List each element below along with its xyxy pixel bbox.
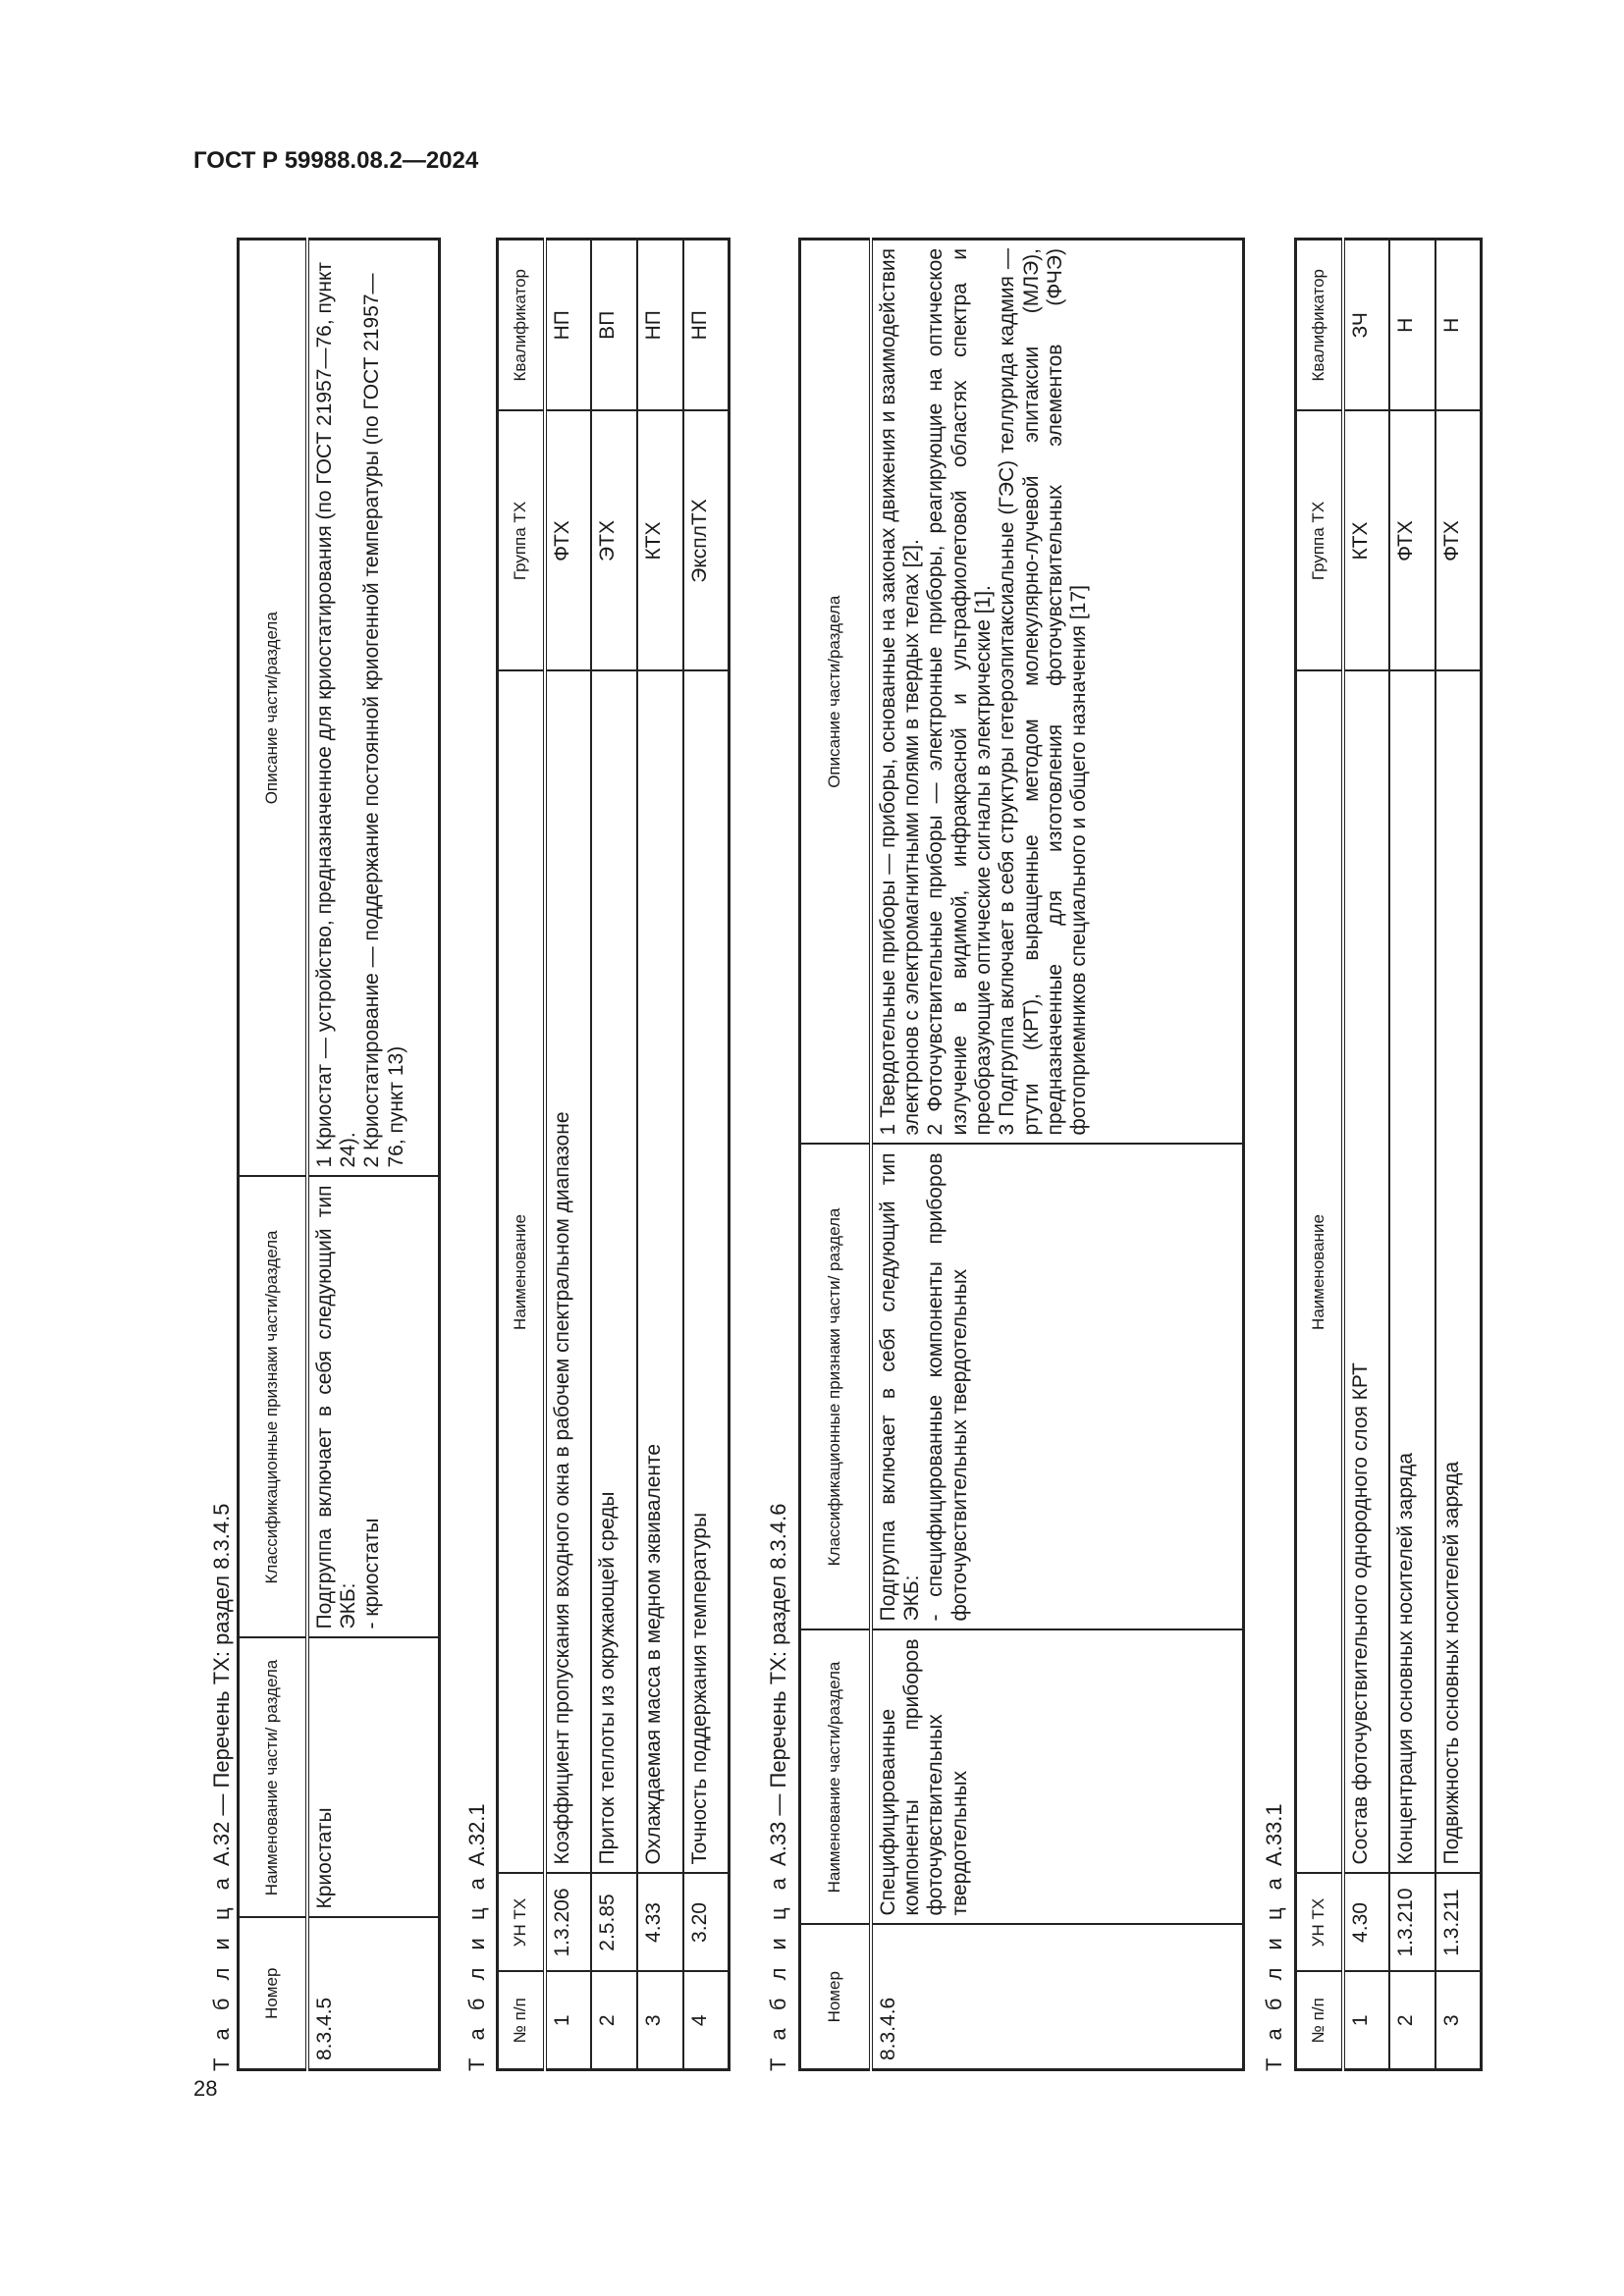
- table-a331: [1294, 238, 1483, 2071]
- un-cell: 4.30: [1343, 1874, 1389, 1972]
- header-cell: № п/п: [1296, 1972, 1343, 2070]
- header-cell: Группа ТХ: [1296, 411, 1343, 671]
- name-cell: Охлаждаемая масса в медном эквиваленте: [637, 671, 683, 1874]
- number-cell: 8.3.4.5: [307, 1918, 440, 2070]
- name-cell: Приток теплоты из окружающей среды: [591, 671, 637, 1874]
- table-a321-caption: Т а б л и ц а А.32.1: [464, 1803, 489, 2071]
- rotated-content: [201, 206, 1576, 2071]
- index-cell: 3: [1435, 1972, 1482, 2070]
- features-line: - криостаты: [360, 1518, 384, 1629]
- features-cell: [871, 1145, 1244, 1630]
- qualifier-cell: ЗЧ: [1343, 240, 1389, 411]
- qualifier-cell: Н: [1389, 240, 1435, 411]
- header-cell: Наименование части/ раздела: [239, 1638, 307, 1918]
- un-cell: 3.20: [683, 1874, 730, 1972]
- group-cell: КТХ: [1343, 411, 1389, 671]
- index-cell: 2: [1389, 1972, 1435, 2070]
- table-row: [1435, 240, 1482, 2070]
- header-cell: УН ТХ: [1296, 1874, 1343, 1972]
- name-cell: Подвижность основных носителей заряда: [1435, 671, 1482, 1874]
- table-row: [683, 240, 730, 2070]
- qualifier-cell: ВП: [591, 240, 637, 411]
- index-cell: 4: [683, 1972, 730, 2070]
- un-cell: 2.5.85: [591, 1874, 637, 1972]
- table-a32: [237, 238, 441, 2071]
- description-line: 1 Твердотельные приборы — приборы, основанные на законах движения и взаимодействия электронов с электромагнитными полями в твердых телах [2].: [876, 248, 923, 1136]
- header-cell: № п/п: [498, 1972, 545, 2070]
- un-cell: 1.3.206: [545, 1874, 591, 1972]
- group-cell: ФТХ: [1389, 411, 1435, 671]
- table-a33: [798, 238, 1245, 2071]
- table-row: [545, 240, 591, 2070]
- qualifier-cell: НП: [637, 240, 683, 411]
- index-cell: 1: [1343, 1972, 1389, 2070]
- header-cell: Номер: [800, 1925, 871, 2070]
- table-row: [1343, 240, 1389, 2070]
- index-cell: 3: [637, 1972, 683, 2070]
- un-cell: 4.33: [637, 1874, 683, 1972]
- name-cell: Криостаты: [307, 1638, 440, 1918]
- group-cell: ФТХ: [545, 411, 591, 671]
- header-cell: Классификационные признаки части/ раздела: [800, 1145, 871, 1630]
- un-cell: 1.3.210: [1389, 1874, 1435, 1972]
- index-cell: 1: [545, 1972, 591, 2070]
- un-cell: 1.3.211: [1435, 1874, 1482, 1972]
- qualifier-cell: НП: [683, 240, 730, 411]
- header-cell: Группа ТХ: [498, 411, 545, 671]
- table-a32-caption: Т а б л и ц а А.32 — Перечень ТХ: раздел 8.3.4.5: [209, 1503, 234, 2071]
- name-cell: Концентрация основных носителей заряда: [1389, 671, 1435, 1874]
- group-cell: ЭТХ: [591, 411, 637, 671]
- description-cell: [307, 240, 440, 1177]
- features-line: - специфицированные компоненты приборов фоточувствительных твердотельных: [924, 1152, 971, 1622]
- header-cell: Квалификатор: [1296, 240, 1343, 411]
- header-cell: Классификационные признаки части/раздела: [239, 1177, 307, 1638]
- features-line: Подгруппа включает в себя следующий тип ЭКБ:: [312, 1185, 359, 1629]
- table-row: [1389, 240, 1435, 2070]
- header-cell: Квалификатор: [498, 240, 545, 411]
- table-row: [307, 240, 440, 2070]
- index-cell: 2: [591, 1972, 637, 2070]
- qualifier-cell: Н: [1435, 240, 1482, 411]
- group-cell: КТХ: [637, 411, 683, 671]
- description-line: 3 Подгруппа включает в себя структуры гетероэпитаксиальные (ГЭС) теллурида кадмия — ртути (КРТ), выращенные методом молекулярно-лучевой эпитаксии (МЛЭ), предназначенные для изготовления фоточувствительных элементов (ФЧЭ) фотоприемников специального и общего назначения [17]: [996, 248, 1091, 1136]
- name-cell: Коэффициент пропускания входного окна в рабочем спектральном диапазоне: [545, 671, 591, 1874]
- features-line: Подгруппа включает в себя следующий тип ЭКБ:: [876, 1152, 923, 1622]
- header-cell: УН ТХ: [498, 1874, 545, 1972]
- table-row: [591, 240, 637, 2070]
- header-cell: Описание части/раздела: [800, 240, 871, 1145]
- header-cell: Описание части/раздела: [239, 240, 307, 1177]
- features-cell: [307, 1177, 440, 1638]
- description-cell: [871, 240, 1244, 1145]
- header-cell: Номер: [239, 1918, 307, 2070]
- qualifier-cell: НП: [545, 240, 591, 411]
- name-cell: Точность поддержания температуры: [683, 671, 730, 1874]
- header-cell: Наименование части/раздела: [800, 1630, 871, 1925]
- table-row: [637, 240, 683, 2070]
- number-cell: 8.3.4.6: [871, 1925, 1244, 2070]
- header-cell: Наименование: [498, 671, 545, 1874]
- table-a331-caption: Т а б л и ц а А.33.1: [1262, 1803, 1286, 2071]
- table-a33-caption: Т а б л и ц а А.33 — Перечень ТХ: раздел 8.3.4.6: [766, 1503, 790, 2071]
- table-row: [871, 240, 1244, 2070]
- name-cell: Состав фоточувствительного однородного слоя КРТ: [1343, 671, 1389, 1874]
- group-cell: ЭксплТХ: [683, 411, 730, 671]
- header-cell: Наименование: [1296, 671, 1343, 1874]
- description-line: 2 Фоточувствительные приборы — электронные приборы, реагирующие на оптическое излучение в видимой, инфракрасной и ультрафиолетовой областях спектра и преобразующие оптические сигналы в электрические [1].: [924, 248, 995, 1136]
- name-cell: Специфицированные компоненты приборов фоточувствительных твердотельных: [871, 1630, 1244, 1925]
- document-header: ГОСТ Р 59988.08.2—2024: [193, 147, 479, 174]
- description-line: 2 Криостатирование — поддержание постоянной криогенной температуры (по ГОСТ 21957—76, пункт 13): [360, 273, 407, 1168]
- group-cell: ФТХ: [1435, 411, 1482, 671]
- table-a321: [496, 238, 731, 2071]
- page-number: 28: [193, 2076, 218, 2101]
- description-line: 1 Криостат — устройство, предназначенное для криостатирования (по ГОСТ 21957—76, пункт 24).: [312, 262, 359, 1168]
